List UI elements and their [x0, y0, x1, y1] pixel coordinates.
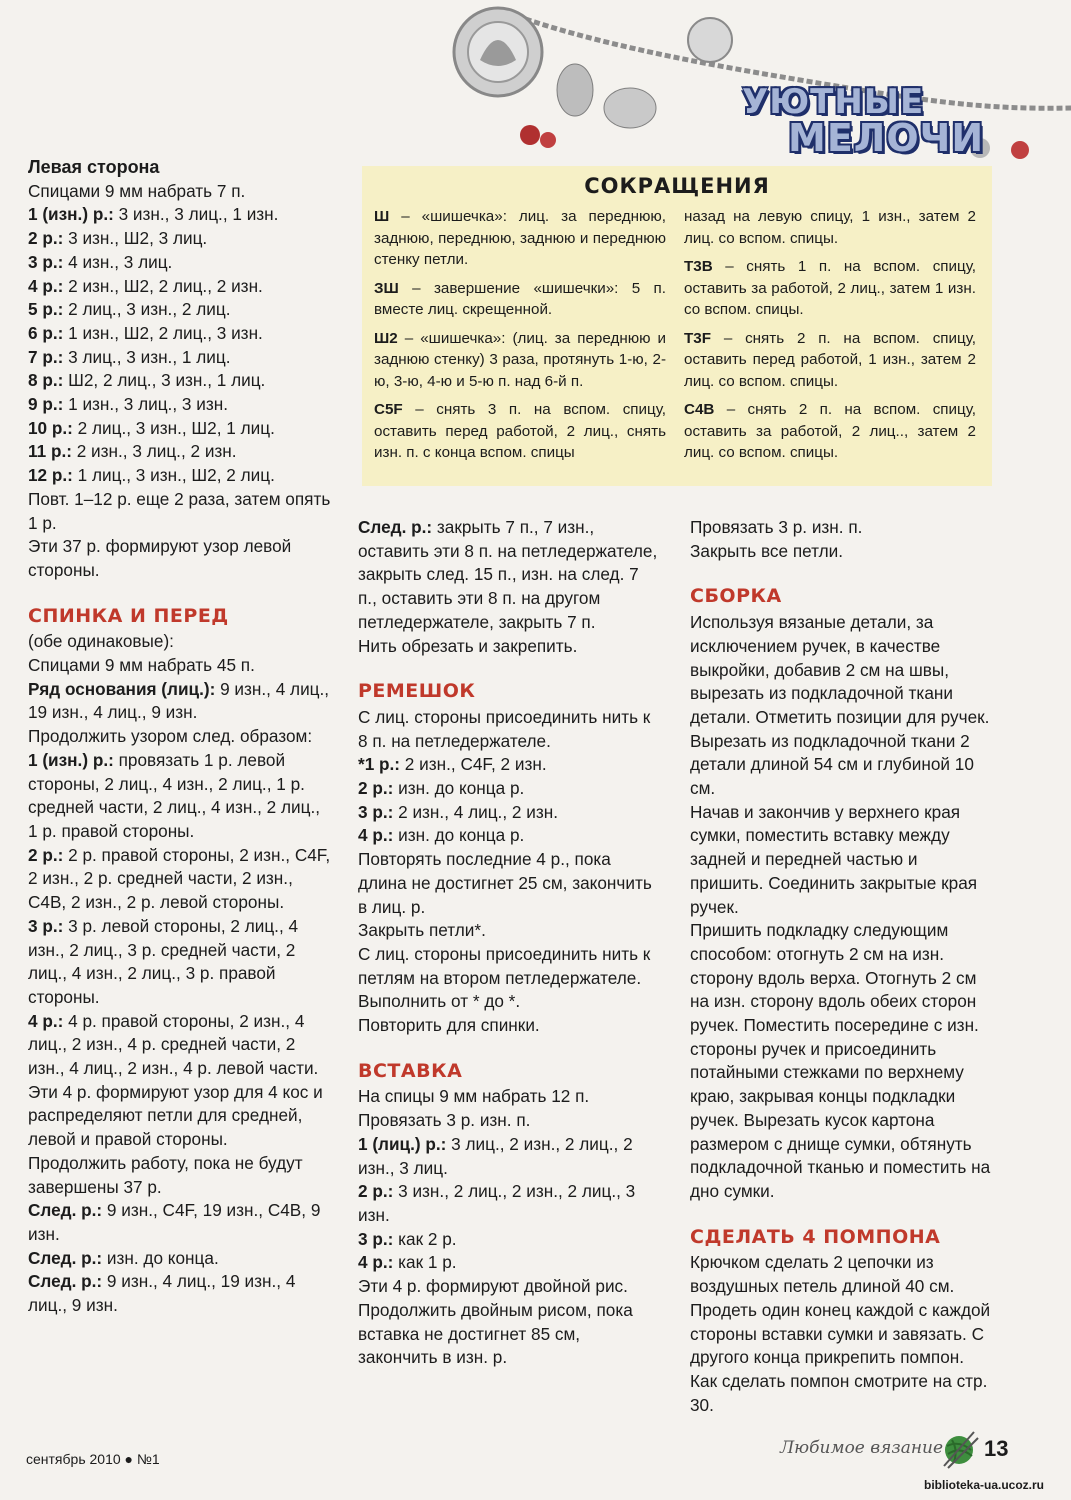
pompom-heading: СДЕЛАТЬ 4 ПОМПОНА: [690, 1225, 941, 1248]
insert-row-4: 4 р.: как 1 р.: [358, 1252, 457, 1273]
left-side-row-5: 5 р.: 2 лиц., 3 изн., 2 лиц.: [28, 299, 231, 320]
abbrev-left-1: Ш – «шишечка»: лиц. за переднюю, заднюю, переднюю, заднюю и переднюю стенку петли.: [374, 208, 666, 268]
magazine-section-logo: [736, 82, 1006, 162]
pattern-row-3: 3 р.: 3 р. левой стороны, 2 лиц., 4 изн., 2 лиц., 3 р. средней части, 2 лиц., 4 изн., 2 лиц., 3 р. правой стороны.: [28, 915, 299, 1007]
pompom-text: Крючком сделать 2 цепочки из воздушных петель длиной 40 см. Продеть один конец каждой с каждой стороны вставки сумки и завязать. С другого конца прикрепить помпон. Как сделать помпон смотрите на стр. 30.: [690, 1252, 991, 1415]
left-side-row-11: 11 р.: 2 изн., 3 лиц., 2 изн.: [28, 441, 237, 462]
insert-row-1: 1 (лиц.) р.: 3 лиц., 2 изн., 2 лиц., 2 изн., 3 лиц.: [358, 1133, 633, 1178]
assembly-para-2: Начав и закончив у верхнего края сумки, поместить вставку между задней и передней частью и пришить. Соединить закрытые края ручек.: [690, 801, 978, 917]
cables-note: Эти 4 р. формируют узор для 4 кос и распределяют петли для средней, левой и правой стороны.: [28, 1081, 323, 1150]
pattern-row-4: 4 р.: 4 р. правой стороны, 2 изн., 4 лиц., 2 изн., 4 р. средней части, 2 изн., 4 лиц., 2 изн., 4 р. левой части.: [28, 1010, 319, 1079]
insert-purl: Провязать 3 р. изн. п.: [358, 1110, 531, 1131]
left-side-repeat: Повт. 1–12 р. еще 2 раза, затем опять 1 р.: [28, 488, 331, 533]
insert-heading: ВСТАВКА: [358, 1059, 463, 1082]
left-side-row-8: 8 р.: Ш2, 2 лиц., 3 изн., 1 лиц.: [28, 370, 266, 391]
abbrev-left-4: C5F – снять 3 п. на вспом. спицу, оставить перед работой, 2 лиц., снять изн. п. с конца вспом. спицы: [374, 401, 666, 461]
strap-row-1: *1 р.: 2 изн., C4F, 2 изн.: [358, 754, 547, 775]
next-row-3: След. р.: 9 изн., 4 лиц., 19 изн., 4 лиц., 9 изн.: [28, 1271, 296, 1316]
insert-continue: Продолжить двойным рисом, пока вставка не достигнет 85 см, закончить в изн. р.: [358, 1299, 633, 1368]
foundation-row: Ряд основания (лиц.): 9 изн., 4 лиц., 19 изн., 4 лиц., 9 изн.: [28, 678, 330, 723]
logo-line-1: УЮТНЫЕ: [742, 82, 925, 122]
abbreviations-title: СОКРАЩЕНИЯ: [584, 174, 770, 198]
strap-close: Закрыть петли*.: [358, 920, 486, 941]
right-column: [690, 516, 994, 1417]
insert-row-3: 3 р.: как 2 р.: [358, 1228, 457, 1249]
middle-column: [358, 516, 662, 1370]
left-side-row-3: 3 р.: 4 изн., 3 лиц.: [28, 251, 173, 272]
insert-cast-on: На спицы 9 мм набрать 12 п.: [358, 1086, 590, 1107]
right-purl: Провязать 3 р. изн. п.: [690, 517, 863, 537]
abbreviations-left: [374, 206, 666, 471]
strap-intro: С лиц. стороны присоединить нить к 8 п. на петледержателе.: [358, 706, 651, 751]
back-front-heading: СПИНКА И ПЕРЕД: [28, 604, 229, 627]
left-side-row-9: 9 р.: 1 изн., 3 лиц., 3 изн.: [28, 394, 228, 415]
next-row-1: След. р.: 9 изн., C4F, 19 изн., C4B, 9 изн.: [28, 1200, 321, 1244]
cut-yarn: Нить обрезать и закрепить.: [358, 635, 578, 656]
left-side-heading: Левая сторона: [28, 157, 160, 177]
left-side-row-6: 6 р.: 1 изн., Ш2, 2 лиц., 3 изн.: [28, 322, 263, 343]
logo-line-2: МЕЛОЧИ: [788, 116, 985, 160]
insert-note: Эти 4 р. формируют двойной рис.: [358, 1276, 628, 1297]
back-front-sub: (обе одинаковые):: [28, 631, 174, 652]
left-side-cast-on: Спицами 9 мм набрать 7 п.: [28, 180, 246, 201]
issue-label: сентябрь 2010 ● №1: [26, 1451, 160, 1467]
strap-row-3: 3 р.: 2 изн., 4 лиц., 2 изн.: [358, 801, 558, 822]
left-side-row-10: 10 р.: 2 лиц., 3 изн., Ш2, 1 лиц.: [28, 417, 275, 438]
abbrev-left-2: ЗШ – завершение «шишечки»: 5 п. вместе лиц. скрещенной.: [374, 279, 666, 318]
left-side-row-2: 2 р.: 3 изн., Ш2, 3 лиц.: [28, 228, 208, 249]
next-row-2: След. р.: изн. до конца.: [28, 1247, 219, 1268]
strap-join: С лиц. стороны присоединить нить к петлям на втором петледержателе.: [358, 943, 651, 988]
strap-row-4: 4 р.: изн. до конца р.: [358, 825, 525, 846]
left-side-row-4: 4 р.: 2 изн., Ш2, 2 лиц., 2 изн.: [28, 275, 263, 296]
abbreviations-box: [362, 166, 992, 486]
continue-work: Продолжить работу, пока не будут завершены 37 р.: [28, 1152, 303, 1197]
assembly-para-1: Используя вязаные детали, за исключением ручек, в качестве выкройки, добавив 2 см на швы, вырезать из подкладочной ткани детали. Отметить позиции для ручек. Вырезать из подкладочной ткани 2 детали длиной 54 см и глубиной 10 см.: [690, 612, 990, 799]
abbrev-right-3: C4B – снять 2 п. на вспом. спицу, оставить за работой, 2 лиц.., затем 2 лиц. со вспом. спицы.: [684, 401, 976, 461]
abbreviations-right: [684, 206, 976, 471]
strap-do: Выполнить от * до *.: [358, 991, 521, 1012]
source-url: biblioteka-ua.ucoz.ru: [924, 1478, 1045, 1492]
strap-row-2: 2 р.: изн. до конца р.: [358, 778, 525, 799]
strap-back: Повторить для спинки.: [358, 1015, 540, 1036]
pattern-row-1: 1 (изн.) р.: провязать 1 р. левой стороны, 2 лиц., 4 изн., 2 лиц., 1 р. средней части, 2 лиц., 4 изн., 2 лиц., 1 р. правой стороны.: [28, 749, 321, 841]
magazine-name: Любимое вязание: [780, 1438, 944, 1458]
insert-row-2: 2 р.: 3 изн., 2 лиц., 2 изн., 2 лиц., 3 изн.: [358, 1181, 636, 1225]
back-front-cast-on: Спицами 9 мм набрать 45 п.: [28, 655, 255, 676]
next-row-bind-off: След. р.: закрыть 7 п., 7 изн., оставить эти 8 п. на петледержателе, закрыть след. 15 п., изн. на след. 7 п., оставить эти 8 п. на другом петледержателе, закрыть 7 п.: [358, 517, 658, 632]
left-side-row-1: 1 (изн.) р.: 3 изн., 3 лиц., 1 изн.: [28, 204, 279, 225]
abbrev-right-1: T3B – снять 1 п. на вспом. спицу, оставить за работой, 2 лиц., затем 1 изн. со вспом. спицы.: [684, 258, 976, 318]
left-side-row-12: 12 р.: 1 лиц., 3 изн., Ш2, 2 лиц.: [28, 465, 275, 486]
assembly-heading: СБОРКА: [690, 585, 782, 608]
left-side-row-7: 7 р.: 3 лиц., 3 изн., 1 лиц.: [28, 346, 231, 367]
assembly-para-3: Пришить подкладку следующим способом: отогнуть 2 см на изн. сторону вдоль верха. Отогнуть 2 см на изн. сторону вдоль обеих сторон ручек. Поместить посередине с изн. стороны ручек и присоединить потайными стежками по верхнему краю, закрывая концы подкладки ручек. Вырезать кусок картона размером с днище сумки, обтянуть подкладочной тканью и поместить на дно сумки.: [690, 920, 991, 1201]
pattern-row-2: 2 р.: 2 р. правой стороны, 2 изн., C4F, 2 изн., 2 р. средней части, 2 изн., C4B, 2 изн., 2 р. левой стороны.: [28, 844, 331, 913]
yarn-ball-icon: [938, 1428, 980, 1470]
strap-heading: РЕМЕШОК: [358, 680, 476, 703]
abbrev-continuation: назад на левую спицу, 1 изн., затем 2 лиц. со вспом. спицы.: [684, 208, 976, 247]
page-number: 13: [984, 1436, 1009, 1461]
continue-pattern: Продолжить узором след. образом:: [28, 726, 313, 747]
left-side-note: Эти 37 р. формируют узор левой стороны.: [28, 536, 292, 580]
left-side-rows: [28, 203, 332, 487]
right-close: Закрыть все петли.: [690, 540, 844, 561]
abbrev-left-3: Ш2 – «шишечка»: (лиц. за переднюю и заднюю стенку) 3 раза, протянуть 1-ю, 2-ю, 3-ю, 4-ю и 5-ю п. над 6-й п.: [374, 329, 666, 390]
strap-repeat: Повторять последние 4 р., пока длина не достигнет 25 см, закончить в лиц. р.: [358, 849, 652, 917]
left-column: [28, 156, 332, 1318]
abbrev-right-2: T3F – снять 2 п. на вспом. спицу, оставить перед работой, 1 изн., затем 2 лиц. со вспом. спицы.: [684, 329, 976, 390]
